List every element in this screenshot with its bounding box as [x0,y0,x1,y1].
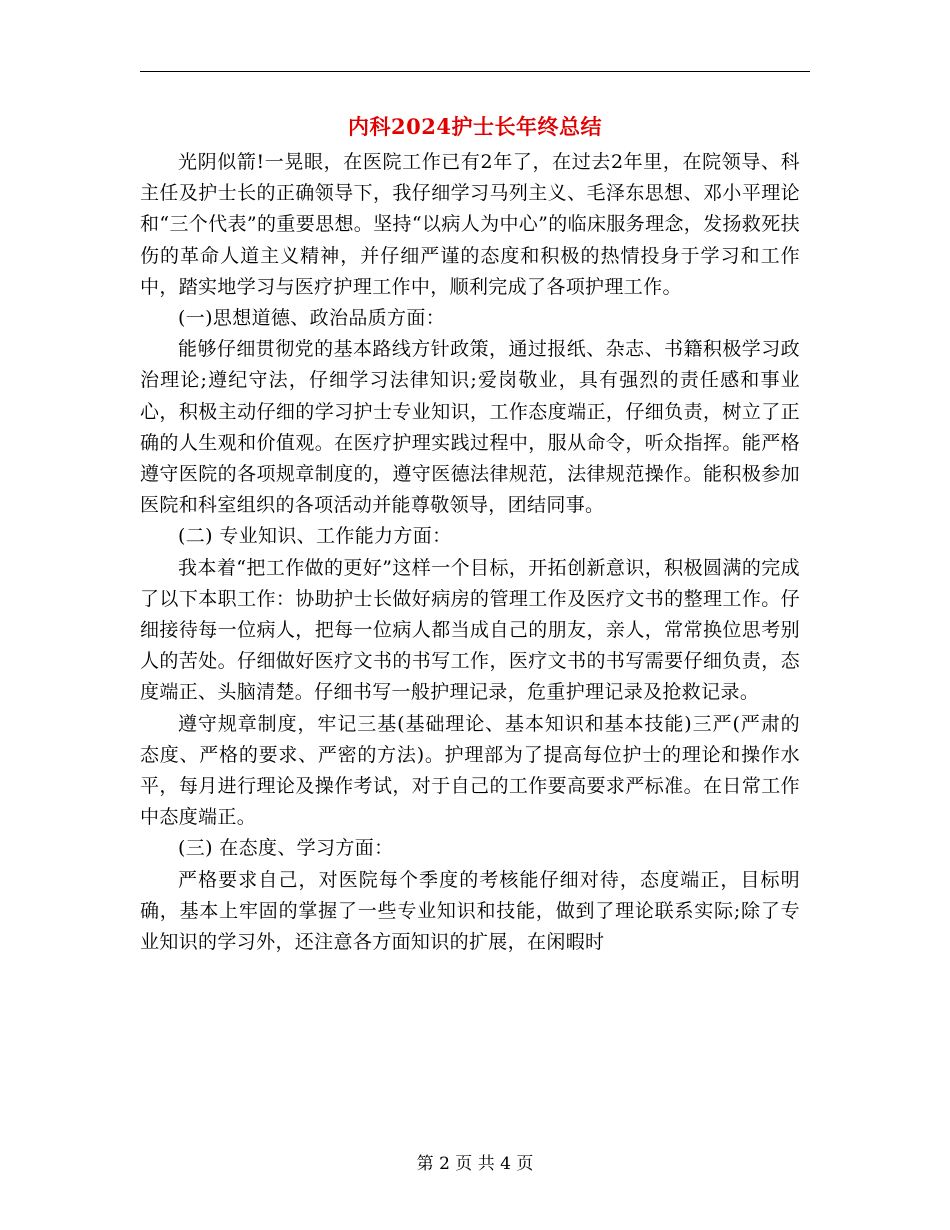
header-rule [140,71,810,72]
document-body [140,147,800,958]
page-number-footer: 第 2 页 共 4 页 [416,1154,534,1174]
paragraph-intro: 光阴似箭!一晃眼，在医院工作已有2年了，在过去2年里，在院领导、科主任及护士长的正确领导下，我仔细学习马列主义、毛泽东思想、邓小平理论和“三个代表”的重要思想。坚持“以病人为中心”的临床服务理念，发扬救死扶伤的革命人道主义精神，并仔细严谨的态度和积极的热情投身于学习和工作中，踏实地学习与医疗护理工作中，顺利完成了各项护理工作。 [140,151,800,298]
paragraph-section-1: 能够仔细贯彻党的基本路线方针政策，通过报纸、杂志、书籍积极学习政治理论;遵纪守法，仔细学习法律知识;爱岗敬业，具有强烈的责任感和事业心，积极主动仔细的学习护士专业知识，工作态度端正，仔细负责，树立了正确的人生观和价值观。在医疗护理实践过程中，服从命令，听众指挥。能严格遵守医院的各项规章制度的，遵守医德法律规范，法律规范操作。能积极参加医院和科室组织的各项活动并能尊敬领导，团结同事。 [140,338,800,517]
paragraph-section-2: 我本着“把工作做的更好”这样一个目标，开拓创新意识，积极圆满的完成了以下本职工作：协助护士长做好病房的管理工作及医疗文书的整理工作。仔细接待每一位病人，把每一位病人都当成自己的朋友，亲人，常常换位思考别人的苦处。仔细做好医疗文书的书写工作，医疗文书的书写需要仔细负责，态度端正、头脑清楚。仔细书写一般护理记录，危重护理记录及抢救记录。 [140,556,800,704]
paragraph-section-2b: 遵守规章制度，牢记三基(基础理论、基本知识和基本技能)三严(严肃的态度、严格的要求、严密的方法)。护理部为了提高每位护士的理论和操作水平，每月进行理论及操作考试，对于自己的工作要高要求严标准。在日常工作中态度端正。 [140,712,800,829]
paragraph-section-3: 严格要求自己，对医院每个季度的考核能仔细对待，态度端正，目标明确，基本上牢固的掌握了一些专业知识和技能，做到了理论联系实际;除了专业知识的学习外，还注意各方面知识的扩展，在闲暇时 [140,868,800,954]
section-heading-2: (二) 专业知识、工作能力方面： [178,525,452,548]
section-heading-1: (一)思想道德、政治品质方面： [178,307,446,330]
document-title: 内科2024护士长年终总结 [348,114,602,139]
section-heading-3: (三) 在态度、学习方面： [178,837,394,860]
